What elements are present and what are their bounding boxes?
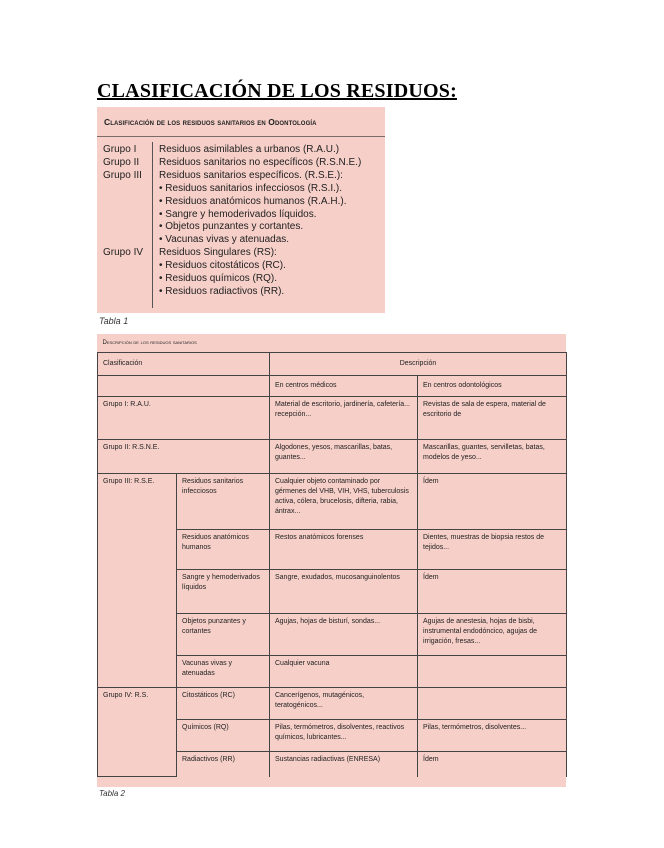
group-label: Grupo IV	[103, 247, 144, 259]
cell-medicos: Material de escritorio, jardinería, cafetería... recepción...	[270, 397, 418, 440]
cell-medicos: Sangre, exudados, mucosanguinolentos	[270, 570, 418, 614]
header-descripcion: Descripción	[270, 353, 567, 376]
cell-odontologicos: Ídem	[418, 752, 567, 777]
cell-medicos: Restos anatómicos forenses	[270, 530, 418, 570]
list-item: • Objetos punzantes y cortantes.	[159, 221, 304, 233]
cell-subtype: Radiactivos (RR)	[177, 752, 270, 777]
group-label	[103, 196, 143, 209]
group-label: Grupo III	[103, 169, 142, 181]
item-column	[159, 144, 361, 299]
cell-subtype: Citostáticos (RC)	[177, 688, 270, 720]
table1-heading: Clasificación de los residuos sanitarios en Odontología	[104, 117, 317, 127]
cell-medicos: Pilas, termómetros, disolventes, reactivos químicos, lubricantes...	[270, 720, 418, 752]
group-label: Grupo II	[103, 156, 140, 168]
header-clasificacion: Clasificación	[98, 353, 270, 376]
table1-divider	[97, 136, 385, 137]
list-item: • Residuos citostáticos (RC).	[159, 260, 286, 272]
cell-odontologicos	[418, 656, 567, 688]
cell-medicos: Cancerígenos, mutagénicos, teratogénicos...	[270, 688, 418, 720]
cell-odontologicos: Revistas de sala de espera, material de escritorio de	[418, 397, 567, 440]
group-label	[103, 286, 143, 299]
list-item: • Vacunas vivas y atenuadas.	[159, 234, 290, 246]
group-label	[103, 221, 143, 234]
list-item: Residuos sanitarios no específicos (R.S.N.E.)	[159, 156, 362, 168]
group-label	[103, 273, 143, 286]
cell-subtype: Residuos anatómicos humanos	[177, 530, 270, 570]
group-label	[103, 208, 143, 221]
list-item: • Residuos radiactivos (RR).	[159, 285, 285, 297]
row-label: Grupo III: R.S.E.	[98, 474, 177, 688]
list-item: Residuos Singulares (RS):	[159, 247, 277, 259]
cell-odontologicos: Pilas, termómetros, disolventes...	[418, 720, 567, 752]
cell-odontologicos: Dientes, muestras de biopsia restos de tejidos...	[418, 530, 567, 570]
group-label	[103, 234, 143, 247]
cell-odontologicos: Agujas de anestesia, hojas de bisbi, instrumental endodóncico, agujas de irrigación, fresas...	[418, 614, 567, 656]
list-item: • Residuos químicos (RQ).	[159, 273, 277, 285]
cell-subtype: Vacunas vivas y atenuadas	[177, 656, 270, 688]
cell-odontologicos: Mascarillas, guantes, servilletas, batas, modelos de yeso...	[418, 440, 567, 474]
cell-medicos: Cualquier vacuna	[270, 656, 418, 688]
cell-subtype: Sangre y hemoderivados líquidos	[177, 570, 270, 614]
header-empty	[98, 376, 270, 397]
table-row	[98, 397, 567, 440]
list-item: • Sangre y hemoderivados líquidos.	[159, 208, 317, 220]
header-centros-medicos: En centros médicos	[270, 376, 418, 397]
cell-medicos: Algodones, yesos, mascarillas, batas, guantes...	[270, 440, 418, 474]
header-centros-odontologicos: En centros odontológicos	[418, 376, 567, 397]
cell-odontologicos	[418, 688, 567, 720]
description-table	[97, 334, 566, 787]
cell-subtype: Residuos sanitarios infecciosos	[177, 474, 270, 530]
cell-medicos: Sustancias radiactivas (ENRESA)	[270, 752, 418, 777]
page-title: CLASIFICACIÓN DE LOS RESIDUOS:	[97, 80, 457, 102]
row-label: Grupo II: R.S.N.E.	[98, 440, 270, 474]
table2-caption: Tabla 2	[99, 789, 125, 798]
table-row	[98, 440, 567, 474]
group-label	[103, 183, 143, 196]
cell-medicos: Cualquier objeto contaminado por gérmenes del VHB, VIH, VHS, tuberculosis activa, cólera, brucelosis, difteria, rabia, ántrax...	[270, 474, 418, 530]
cell-odontologicos: Ídem	[418, 474, 567, 530]
list-item: Residuos asimilables a urbanos (R.A.U.)	[159, 144, 340, 155]
list-item: • Residuos sanitarios infecciosos (R.S.I.).	[159, 182, 343, 194]
table-row	[98, 688, 567, 720]
list-item: Residuos sanitarios específicos. (R.S.E.):	[159, 169, 343, 181]
table-row	[98, 474, 567, 530]
group-label	[103, 260, 143, 273]
table1-caption: Tabla 1	[99, 316, 129, 326]
classification-table	[97, 107, 385, 313]
table2-heading: Descripción de los residuos sanitarios	[98, 334, 567, 353]
cell-subtype: Objetos punzantes y cortantes	[177, 614, 270, 656]
group-column	[103, 144, 143, 299]
cell-subtype: Químicos (RQ)	[177, 720, 270, 752]
cell-odontologicos: Ídem	[418, 570, 567, 614]
row-label: Grupo I: R.A.U.	[98, 397, 270, 440]
cell-medicos: Agujas, hojas de bisturí, sondas...	[270, 614, 418, 656]
group-label: Grupo I	[103, 144, 137, 155]
row-label: Grupo IV: R.S.	[98, 688, 177, 777]
table1-column-divider	[152, 142, 153, 308]
list-item: • Residuos anatómicos humanos (R.A.H.).	[159, 195, 347, 207]
